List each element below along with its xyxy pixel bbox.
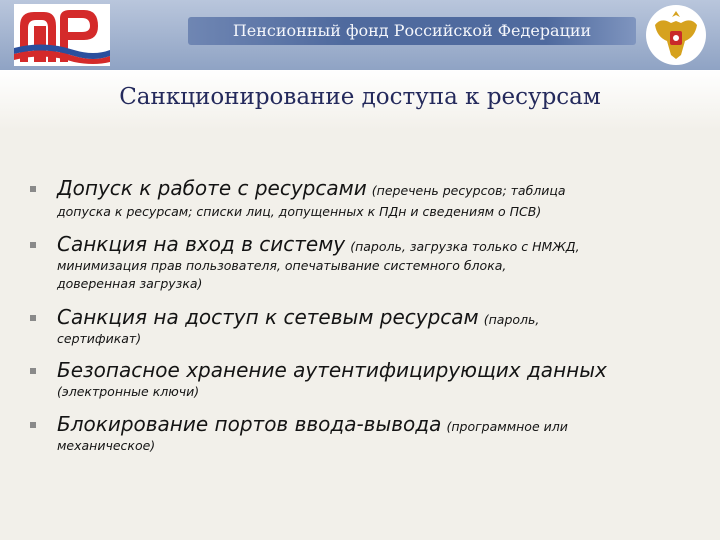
bullet-detail-continuation: (электронные ключи) (57, 384, 200, 399)
banner-text: Пенсионный фонд Российской Федерации (232, 21, 592, 40)
slide-title: Санкционирование доступа к ресурсам (119, 84, 601, 110)
bullet-main-text: Санкция на вход в систему (57, 232, 346, 256)
bullet-marker-icon (30, 315, 36, 321)
bullet-detail-continuation: сертификат) (57, 331, 142, 346)
bullet-main-text: Блокирование портов ввода-вывода (57, 412, 442, 436)
bullet-detail-text: (пароль, загрузка только с НМЖД, (350, 239, 580, 254)
bullet-marker-icon (30, 186, 36, 192)
bullet-main-text: Допуск к работе с ресурсами (57, 176, 367, 200)
bullet-main-text: Санкция на доступ к сетевым ресурсам (57, 305, 479, 329)
bullet-marker-icon (30, 422, 36, 428)
bullet-detail-text: (перечень ресурсов; таблица (371, 183, 566, 198)
bullet-detail-text: (пароль, (483, 312, 540, 327)
bullet-detail-text: (программное или (446, 419, 568, 434)
bullet-detail-continuation: механическое) (57, 438, 156, 453)
bullet-main-text: Безопасное хранение аутентифицирующих данных (57, 358, 607, 382)
bullet-detail-continuation: доверенная загрузка) (57, 276, 203, 291)
bullet-detail-continuation: допуска к ресурсам; списки лиц, допущенных к ПДн и сведениям о ПСВ) (57, 204, 542, 219)
bullet-marker-icon (30, 242, 36, 248)
bullet-detail-continuation: минимизация прав пользователя, опечатывание системного блока, (57, 258, 507, 273)
bullet-marker-icon (30, 368, 36, 374)
